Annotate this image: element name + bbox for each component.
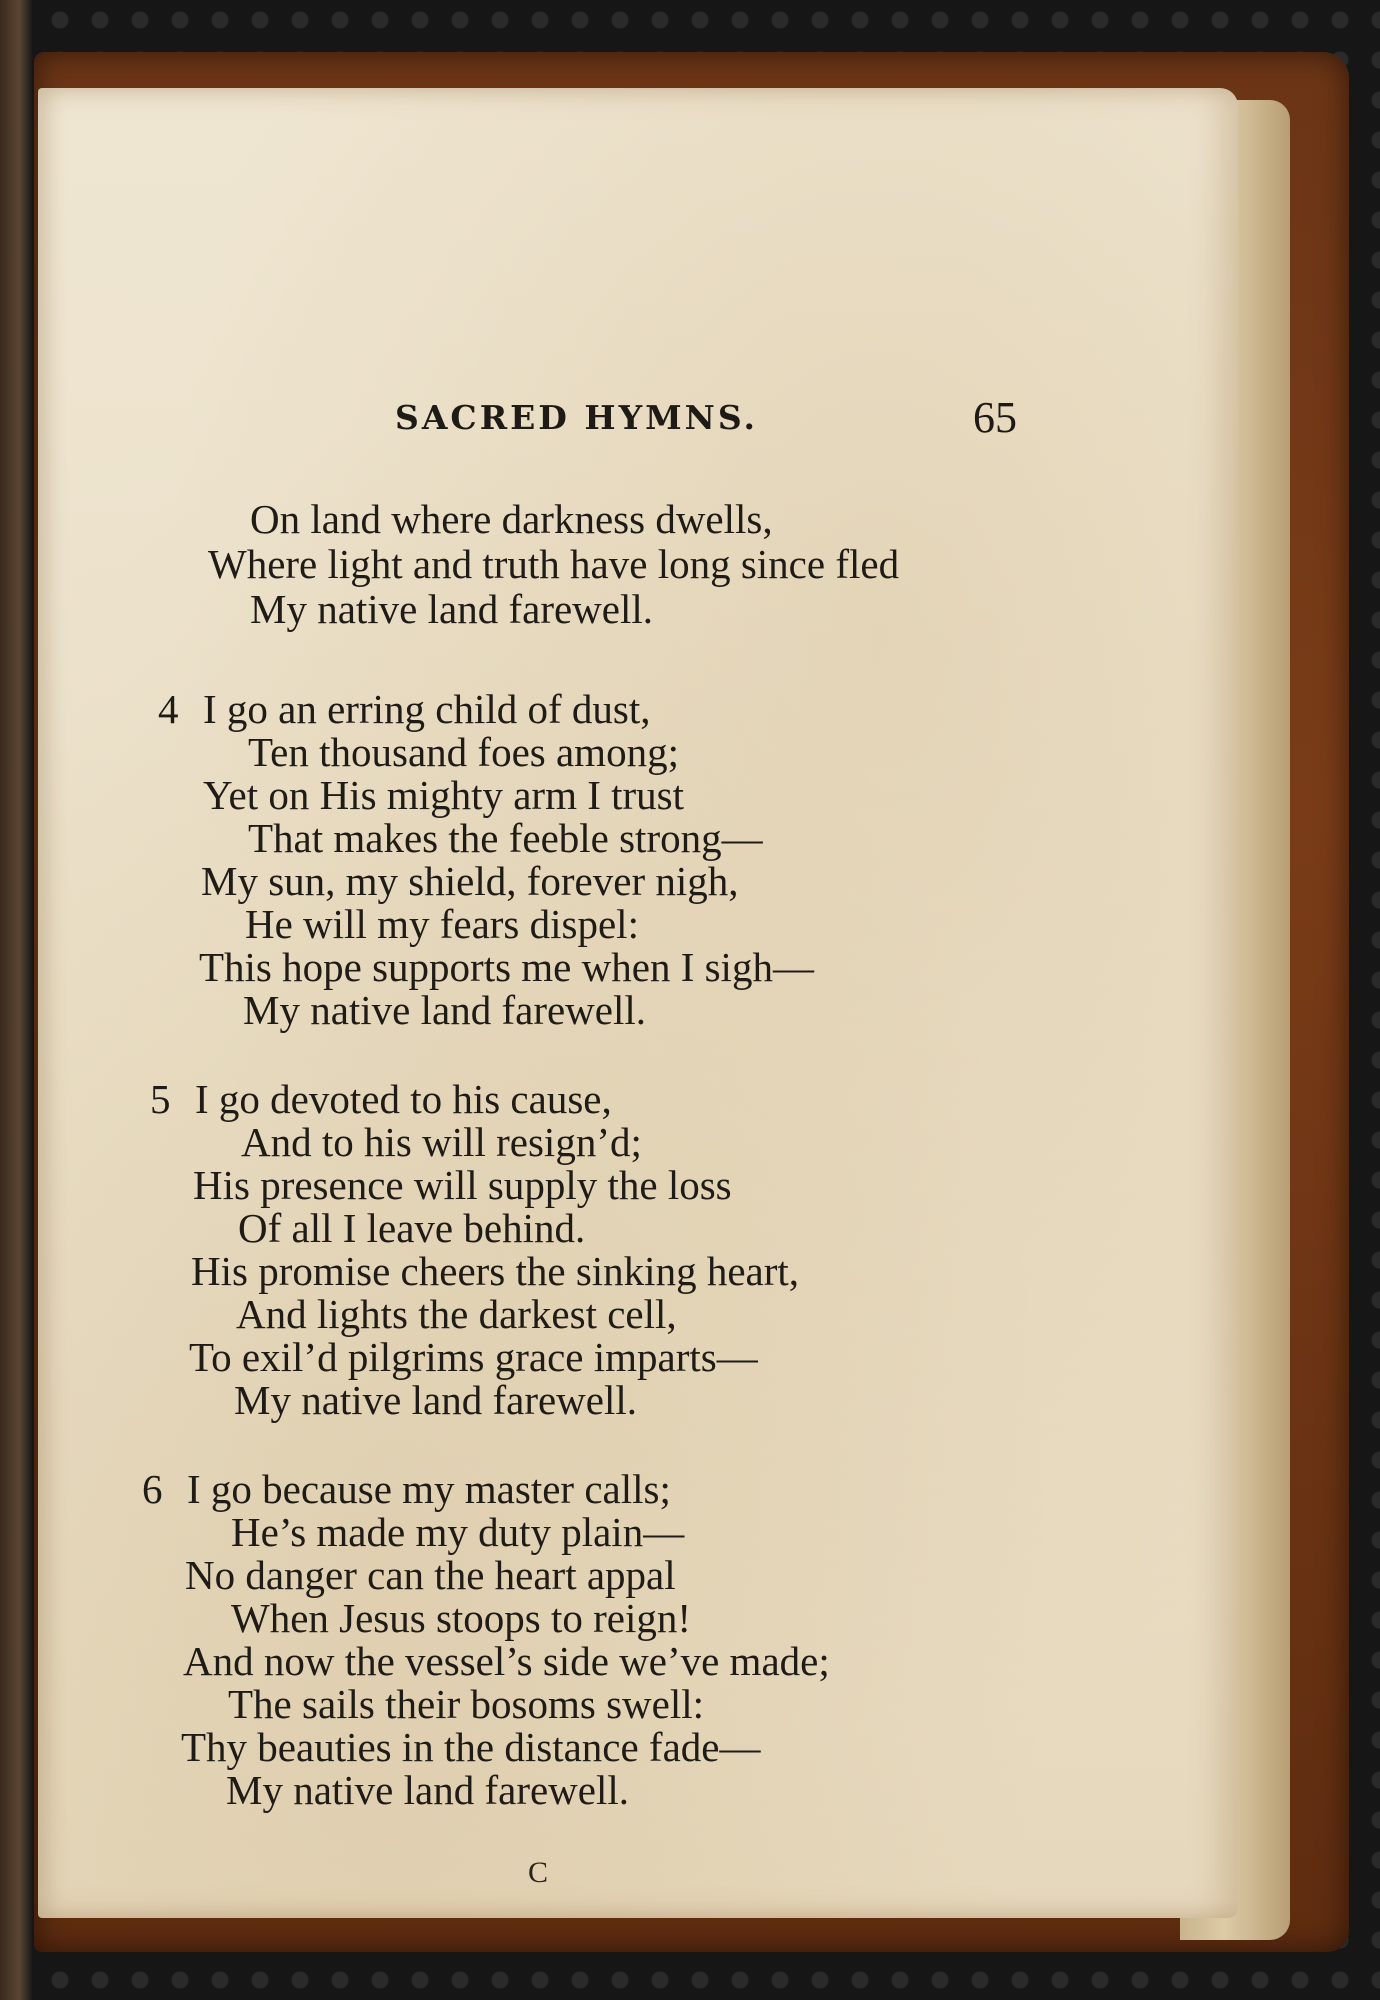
verse-line: And now the vessel’s side we’ve made; — [183, 1638, 830, 1684]
verse-line: Of all I leave behind. — [238, 1205, 586, 1251]
signature-mark: C — [528, 1856, 549, 1889]
verse-line: He will my fears dispel: — [245, 901, 639, 947]
verse-line: His promise cheers the sinking heart, — [191, 1248, 800, 1294]
verse-line: No danger can the heart appal — [185, 1552, 676, 1598]
verse-line: This hope supports me when I sigh— — [199, 944, 814, 990]
verse-line: That makes the feeble strong— — [248, 815, 763, 861]
continuation-line: On land where darkness dwells, — [250, 496, 773, 542]
verse-number: 4 — [158, 686, 179, 732]
verse-line: To exil’d pilgrims grace imparts— — [189, 1334, 758, 1380]
verse-line: My native land farewell. — [243, 987, 647, 1033]
verse-line: Yet on His mighty arm I trust — [203, 772, 685, 818]
verse-line: I go an erring child of dust, — [203, 686, 651, 732]
adjacent-page-edge — [0, 0, 32, 2000]
book-page — [38, 88, 1238, 1918]
verse-number: 5 — [150, 1076, 171, 1122]
running-head: SACRED HYMNS. — [395, 398, 758, 437]
verse-line: My sun, my shield, forever nigh, — [201, 858, 739, 904]
page-header — [38, 393, 1238, 448]
page-number: 65 — [973, 393, 1017, 442]
verse-line: Ten thousand foes among; — [248, 729, 679, 775]
continuation-line: My native land farewell. — [250, 586, 654, 632]
verse-line: The sails their bosoms swell: — [228, 1681, 705, 1727]
verse-line: When Jesus stoops to reign! — [231, 1595, 692, 1641]
verse-line: My native land farewell. — [234, 1377, 638, 1423]
verse-line: He’s made my duty plain— — [231, 1509, 685, 1555]
verse-line: Thy beauties in the distance fade— — [181, 1724, 761, 1770]
verse-line: And lights the darkest cell, — [236, 1291, 677, 1337]
verse-line: I go devoted to his cause, — [195, 1076, 612, 1122]
continuation-line: Where light and truth have long since fled — [208, 541, 900, 587]
verse-line: And to his will resign’d; — [241, 1119, 642, 1165]
verse-line: My native land farewell. — [226, 1767, 630, 1813]
verse-number: 6 — [142, 1466, 163, 1512]
verse-line: I go because my master calls; — [187, 1466, 671, 1512]
verse-line: His presence will supply the loss — [193, 1162, 732, 1208]
